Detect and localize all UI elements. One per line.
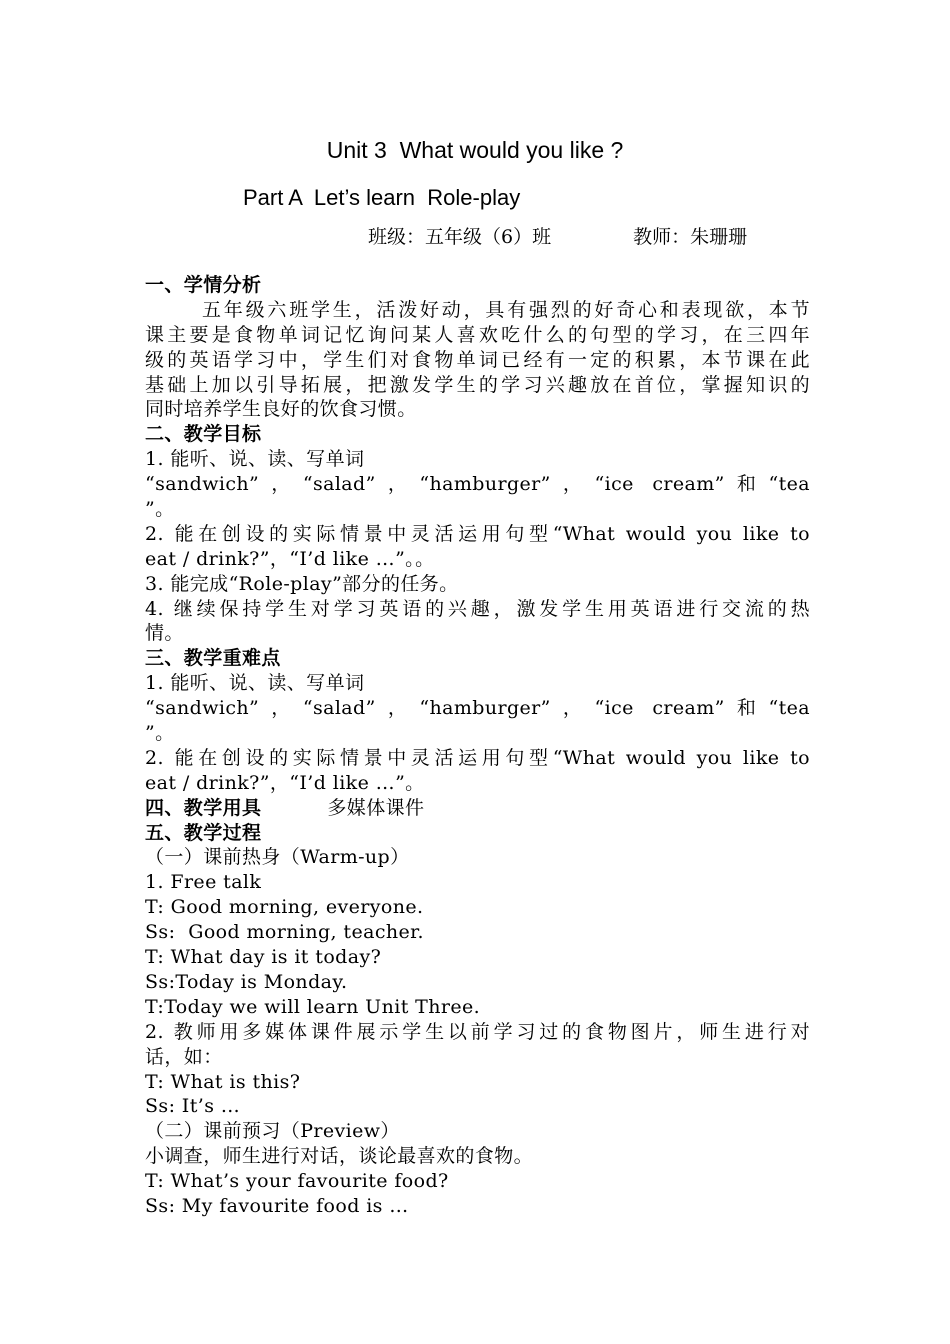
process-line: T: What’s your favourite food? [145,1170,449,1193]
list-item: ”。 [145,498,175,521]
class-teacher-line [368,222,747,252]
process-line: Ss: Good morning, teacher. [145,921,424,944]
process-line: T:Today we will learn Unit Three. [145,995,481,1018]
process-line: T: What day is it today? [145,946,382,969]
section-heading-process: 五、教学过程 [145,821,262,844]
paragraph-line: 级的英语学习中，学生们对食物单词已经有一定的积累，本节课在此 [145,348,810,371]
document-body [145,273,810,1219]
list-item: 2. 能在创设的实际情景中灵活运用句型“What would you like to [145,746,810,769]
process-line: Ss: It’s … [145,1095,241,1118]
list-item: 1. 能听、说、读、写单词 [145,448,365,471]
teaching-tools-line [145,796,810,821]
paragraph-line: 五年级六班学生，活泼好动，具有强烈的好奇心和表现欲，本节 [202,298,810,321]
list-item: 4. 继续保持学生对学习英语的兴趣，激发学生用英语进行交流的热 [145,597,810,620]
list-item: 2. 能在创设的实际情景中灵活运用句型“What would you like to [145,522,810,545]
process-line: （二）课前预习（Preview） [145,1120,400,1143]
process-line: Ss:Today is Monday. [145,970,348,993]
process-line: T: Good morning, everyone. [145,896,424,919]
list-item: eat / drink?”，“I’d like …”。 [145,771,425,794]
process-line: （一）课前热身（Warm-up） [145,846,410,869]
list-item: 情。 [145,622,184,645]
list-item: eat / drink?”，“I’d like …”。。 [145,547,435,570]
class-info: 班级：五年级（6）班 [368,226,552,248]
process-line: T: What is this? [145,1070,301,1093]
list-item: 3. 能完成“Role-play”部分的任务。 [145,572,459,595]
process-line: 小调查，师生进行对话，谈论最喜欢的食物。 [145,1145,534,1168]
process-line: 话，如： [145,1045,223,1068]
process-line: 2. 教师用多媒体课件展示学生以前学习过的食物图片，师生进行对 [145,1020,810,1043]
paragraph-line: 课主要是食物单词记忆询问某人喜欢吃什么的句型的学习，在三四年 [145,323,810,346]
section-heading-tools: 四、教学用具 [145,796,262,819]
process-line: 1. Free talk [145,871,262,894]
teacher-info: 教师：朱珊珊 [633,226,748,248]
list-item: ”。 [145,722,175,745]
section-heading-objectives: 二、教学目标 [145,423,262,446]
paragraph-line: 同时培养学生良好的饮食习惯。 [145,398,417,421]
list-item: “sandwich”，“salad”，“hamburger”，“ice cream”和“tea [145,473,810,496]
document-subtitle: Part A Let’s learn Role-play [243,185,521,210]
section-heading-analysis: 一、学情分析 [145,274,262,296]
list-item: 1. 能听、说、读、写单词 [145,672,365,695]
teaching-tools-value: 多媒体课件 [327,796,425,819]
list-item: “sandwich”，“salad”，“hamburger”，“ice cream”和“tea [145,697,810,720]
process-line: Ss: My favourite food is … [145,1194,409,1217]
document-title: Unit 3 What would you like ? [326,137,624,163]
section-heading-key-points: 三、教学重难点 [145,647,281,670]
paragraph-line: 基础上加以引导拓展，把激发学生的学习兴趣放在首位，掌握知识的 [145,373,810,396]
